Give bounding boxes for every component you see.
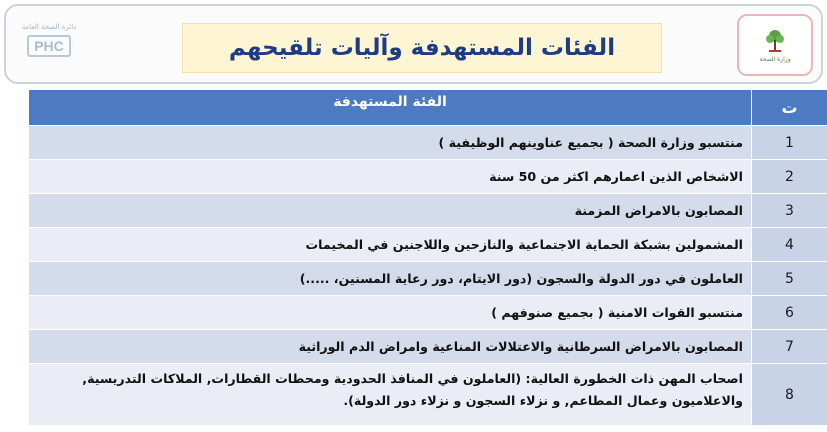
table-row bbox=[29, 296, 827, 330]
col-text-header: الفئة المستهدفة bbox=[29, 90, 752, 126]
tree-icon bbox=[763, 28, 787, 54]
row-number: 1 bbox=[752, 126, 827, 160]
table-row bbox=[29, 262, 827, 296]
page-title: الفئات المستهدفة وآليات تلقيحهم bbox=[182, 23, 662, 73]
ministry-logo-caption: وزارة الصحة bbox=[759, 55, 791, 63]
row-text: اصحاب المهن ذات الخطورة العالية: (العاملون في المنافذ الحدودية ومحطات القطارات, الملاكات التدريسية, والاعلاميون وعمال المطاعم, و نزلاء السجون و نزلاء دور الدولة). bbox=[29, 364, 752, 426]
row-number: 6 bbox=[752, 296, 827, 330]
table-row bbox=[29, 228, 827, 262]
table-row bbox=[29, 160, 827, 194]
table-header-row bbox=[29, 90, 827, 126]
row-text: العاملون في دور الدولة والسجون (دور الايتام، دور رعاية المسنين، .....) bbox=[29, 262, 752, 296]
target-groups-table bbox=[28, 89, 827, 426]
phc-logo-caption: دائرة الصحة العامة bbox=[21, 23, 77, 31]
row-text: المصابون بالامراض المزمنة bbox=[29, 194, 752, 228]
row-number: 7 bbox=[752, 330, 827, 364]
table-row bbox=[29, 126, 827, 160]
phc-logo-text: PHC bbox=[27, 35, 71, 57]
table-row bbox=[29, 194, 827, 228]
row-number: 8 bbox=[752, 364, 827, 426]
row-text: منتسبو القوات الامنية ( بجميع صنوفهم ) bbox=[29, 296, 752, 330]
row-number: 2 bbox=[752, 160, 827, 194]
row-text: منتسبو وزارة الصحة ( بجميع عناوينهم الوظيفية ) bbox=[29, 126, 752, 160]
row-text: المصابون بالامراض السرطانية والاعتلالات المناعية وامراض الدم الوراثية bbox=[29, 330, 752, 364]
ministry-logo bbox=[737, 14, 813, 76]
table-row bbox=[29, 364, 827, 426]
row-text: المشمولين بشبكة الحماية الاجتماعية والنازحين واللاجنين في المخيمات bbox=[29, 228, 752, 262]
col-num-header: ت bbox=[752, 90, 827, 126]
row-text: الاشخاص الذين اعمارهم اكثر من 50 سنة bbox=[29, 160, 752, 194]
row-number: 4 bbox=[752, 228, 827, 262]
table-row bbox=[29, 330, 827, 364]
row-number: 5 bbox=[752, 262, 827, 296]
row-number: 3 bbox=[752, 194, 827, 228]
phc-logo bbox=[14, 14, 84, 66]
